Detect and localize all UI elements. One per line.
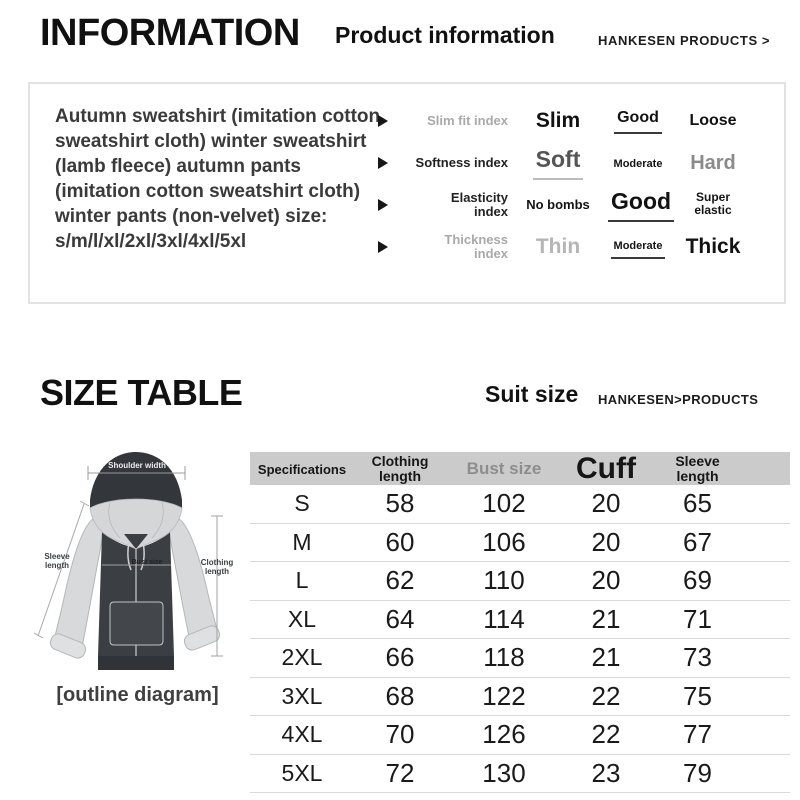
brand-link-top[interactable]: HANKESEN PRODUCTS > [598, 33, 771, 48]
bust-size-label: Bust size [131, 559, 163, 566]
size-table-body [250, 485, 790, 793]
value-cell: 66 [385, 642, 415, 673]
value-cell: 20 [591, 526, 621, 557]
value-cell: 58 [385, 488, 415, 519]
table-row [250, 601, 790, 640]
option-value: Soft [533, 146, 584, 180]
value-cell: 67 [683, 526, 712, 557]
product-description: Autumn sweatshirt (imitation cotton sweatshirt cloth) winter sweatshirt (lamb fleece) autumn pants (imitation cotton sweatshirt cloth) winter pants (non-velvet) size: s/m/l/xl/2xl/3xl/4xl/5xl [55, 106, 381, 252]
index-option [508, 196, 608, 214]
clothing-length-label: Clothing length [200, 558, 234, 576]
index-option-selected [608, 236, 668, 259]
option-value: Hard [690, 151, 736, 174]
value-cell: 102 [482, 488, 526, 519]
column-header: Bust size [466, 459, 542, 478]
index-row-softness [378, 142, 774, 184]
value-cell: 71 [683, 603, 712, 634]
size-cell: M [292, 528, 312, 555]
value-cell: 72 [385, 757, 415, 788]
value-cell: 73 [683, 642, 712, 673]
index-label: Elasticity index [450, 190, 508, 219]
index-row-thickness [378, 226, 774, 268]
option-value: Good [614, 109, 662, 134]
hoodie-diagram [30, 430, 240, 690]
index-option-selected [508, 146, 608, 180]
option-value: Moderate [613, 158, 663, 170]
index-option [668, 235, 758, 259]
index-option [608, 154, 668, 172]
triangle-icon [378, 115, 388, 127]
column-header: Specifications [257, 461, 347, 477]
option-value: Super elastic [694, 190, 732, 217]
size-cell: L [295, 567, 309, 594]
index-row-elasticity [378, 184, 774, 226]
value-cell: 106 [482, 526, 526, 557]
product-information-subtitle: Product information [335, 22, 555, 48]
information-title: INFORMATION [40, 12, 300, 54]
index-label: Softness index [415, 155, 508, 170]
value-cell: 126 [482, 719, 526, 750]
index-option-selected [608, 109, 668, 134]
table-row [250, 639, 790, 678]
table-row [250, 562, 790, 601]
column-header: Clothing length [371, 453, 429, 484]
value-cell: 110 [483, 565, 525, 596]
value-cell: 21 [591, 603, 621, 634]
size-cell: 2XL [281, 644, 323, 671]
index-option [668, 191, 758, 219]
option-value: Loose [689, 112, 737, 129]
size-cell: S [294, 490, 310, 517]
brand-link-bottom[interactable]: HANKESEN>PRODUCTS [598, 392, 759, 407]
option-value: Good [608, 188, 674, 222]
value-cell: 20 [591, 565, 621, 596]
value-cell: 77 [683, 719, 712, 750]
index-option [668, 112, 758, 130]
value-cell: 122 [482, 680, 526, 711]
index-option-selected [608, 188, 672, 222]
value-cell: 69 [683, 565, 712, 596]
index-label: Slim fit index [427, 113, 508, 128]
size-cell: 4XL [281, 721, 323, 748]
value-cell: 22 [591, 680, 621, 711]
table-row [250, 716, 790, 755]
index-row-slim-fit [378, 100, 774, 142]
index-option [508, 235, 608, 259]
sleeve-length-label: Sleeve length [44, 552, 70, 570]
option-value: Moderate [611, 240, 666, 259]
value-cell: 21 [591, 642, 621, 673]
option-value: Thick [685, 235, 741, 258]
value-cell: 20 [591, 488, 621, 519]
value-cell: 62 [385, 565, 415, 596]
index-option [668, 152, 758, 175]
column-header: Sleeve length [675, 453, 720, 484]
size-cell: XL [287, 605, 317, 632]
option-value: Slim [535, 109, 581, 132]
triangle-icon [378, 199, 388, 211]
value-cell: 70 [385, 719, 415, 750]
triangle-icon [378, 157, 388, 169]
option-value: Thin [535, 235, 581, 258]
value-cell: 65 [683, 488, 712, 519]
value-cell: 23 [591, 757, 621, 788]
value-cell: 130 [482, 757, 526, 788]
value-cell: 114 [483, 603, 525, 634]
value-cell: 64 [385, 603, 415, 634]
table-row [250, 678, 790, 717]
size-table-title: SIZE TABLE [40, 372, 243, 413]
value-cell: 75 [683, 680, 712, 711]
column-header: Cuff [576, 452, 636, 485]
size-cell: 5XL [281, 759, 323, 786]
shoulder-width-label: Shoulder width [108, 461, 166, 470]
index-option [508, 109, 608, 133]
size-table [250, 452, 790, 793]
table-row [250, 485, 790, 524]
value-cell: 68 [385, 680, 415, 711]
value-cell: 118 [483, 642, 525, 673]
size-cell: 3XL [281, 682, 323, 709]
index-label: Thickness index [444, 232, 508, 261]
option-value: No bombs [526, 197, 590, 212]
triangle-icon [378, 241, 388, 253]
value-cell: 22 [591, 719, 621, 750]
outline-diagram-caption: [outline diagram] [56, 684, 219, 706]
index-list [378, 100, 774, 268]
value-cell: 60 [385, 526, 415, 557]
value-cell: 79 [683, 757, 712, 788]
table-row [250, 755, 790, 794]
table-row [250, 524, 790, 563]
size-table-header [250, 452, 790, 485]
suit-size-subtitle: Suit size [485, 381, 579, 407]
